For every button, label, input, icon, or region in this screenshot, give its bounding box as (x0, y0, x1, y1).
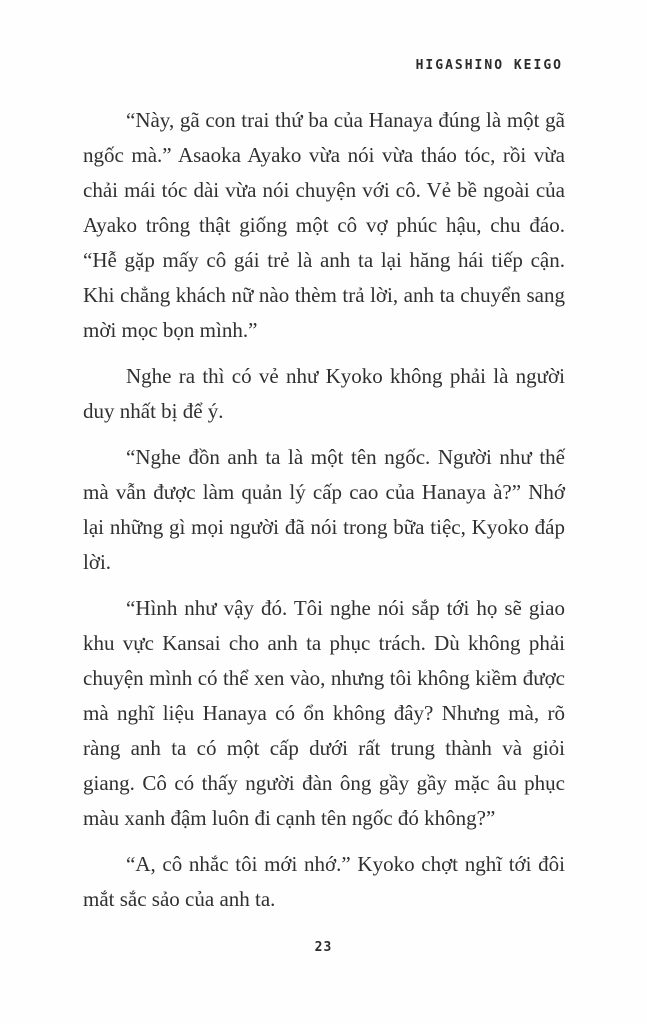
paragraph-4: “Hình như vậy đó. Tôi nghe nói sắp tới họ sẽ giao khu vực Kansai cho anh ta phục trách. Dù không phải chuyện mình có thể xen vào, nhưng tôi không kiềm được mà nghĩ liệu Hanaya có ổn không đây? Nhưng mà, rõ ràng anh ta có một cấp dưới rất trung thành và giỏi giang. Cô có thấy người đàn ông gầy gầy mặc âu phục màu xanh đậm luôn đi cạnh tên ngốc đó không?” (83, 596, 565, 830)
paragraph-1: “Này, gã con trai thứ ba của Hanaya đúng là một gã ngốc mà.” Asaoka Ayako vừa nói vừa tháo tóc, rồi vừa chải mái tóc dài vừa nói chuyện với cô. Vẻ bề ngoài của Ayako trông thật giống một cô vợ phúc hậu, chu đáo. “Hễ gặp mấy cô gái trẻ là anh ta lại hăng hái tiếp cận. Khi chẳng khách nữ nào thèm trả lời, anh ta chuyển sang mời mọc bọn mình.” (83, 108, 565, 342)
running-header-author: HIGASHINO KEIGO (415, 58, 563, 73)
paragraph-2: Nghe ra thì có vẻ như Kyoko không phải là người duy nhất bị để ý. (83, 364, 565, 423)
paragraph-3: “Nghe đồn anh ta là một tên ngốc. Người như thế mà vẫn được làm quản lý cấp cao của Hanaya à?” Nhớ lại những gì mọi người đã nói trong bữa tiệc, Kyoko đáp lời. (83, 445, 565, 574)
page-footer (0, 938, 647, 956)
page-body (83, 103, 565, 928)
running-header (82, 56, 563, 74)
page-number: 23 (314, 940, 333, 955)
paragraph-5: “A, cô nhắc tôi mới nhớ.” Kyoko chợt nghĩ tới đôi mắt sắc sảo của anh ta. (83, 852, 565, 911)
